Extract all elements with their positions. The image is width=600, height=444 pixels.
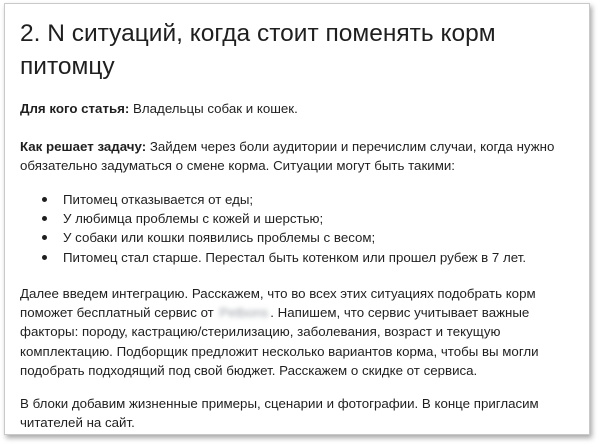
- task-paragraph: [20, 137, 580, 175]
- integration-paragraph: [20, 284, 580, 380]
- audience-text: Владельцы собак и кошек.: [129, 101, 298, 116]
- bullet-dot-icon: [42, 255, 47, 260]
- list-item-text: У любимца проблемы с кожей и шерстью;: [63, 211, 324, 227]
- bullet-dot-icon: [42, 216, 47, 221]
- list-item-text: Питомец стал старше. Перестал быть котенком или прошел рубеж в 7 лет.: [63, 249, 527, 265]
- list-item: [20, 228, 580, 247]
- list-item: [20, 190, 580, 209]
- integration-text-after: . Напишем, что сервис учитывает важные факторы: породу, кастрацию/стерилизацию, заболевания, возраст и текущую комплектацию. Подборщик предложит несколько вариантов корма, чтобы вы могли подобрать подходящий под свой бюджет. Расскажем о скидке от сервиса.: [20, 305, 539, 378]
- page-title: 2. N ситуаций, когда стоит поменять корм питомцу: [20, 20, 496, 80]
- bullet-dot-icon: [42, 197, 47, 202]
- situations-list: [20, 190, 580, 267]
- blurred-brand-name: Petbons: [219, 305, 269, 321]
- blocks-paragraph: В блоки добавим жизненные примеры, сценарии и фотографии. В конце пригласим читателей на сайт.: [20, 396, 539, 431]
- task-text: Зайдем через боли аудитории и перечислим случаи, когда нужно обязательно задуматься о смене корма. Ситуации могут быть такими:: [20, 139, 555, 174]
- audience-label: Для кого статья:: [20, 101, 130, 116]
- bullet-dot-icon: [42, 235, 47, 240]
- integration-text-before: Далее введем интеграцию. Расскажем, что во всех этих ситуациях подобрать корм поможет бесплатный сервис от: [20, 286, 536, 321]
- list-item: [20, 248, 580, 267]
- audience-paragraph: [20, 99, 580, 118]
- list-item-text: У собаки или кошки появились проблемы с весом;: [63, 230, 376, 246]
- list-item-text: Питомец отказывается от еды;: [63, 192, 254, 207]
- list-item: [20, 209, 580, 228]
- task-label: Как решает задачу:: [20, 139, 147, 154]
- document-page: [4, 3, 590, 435]
